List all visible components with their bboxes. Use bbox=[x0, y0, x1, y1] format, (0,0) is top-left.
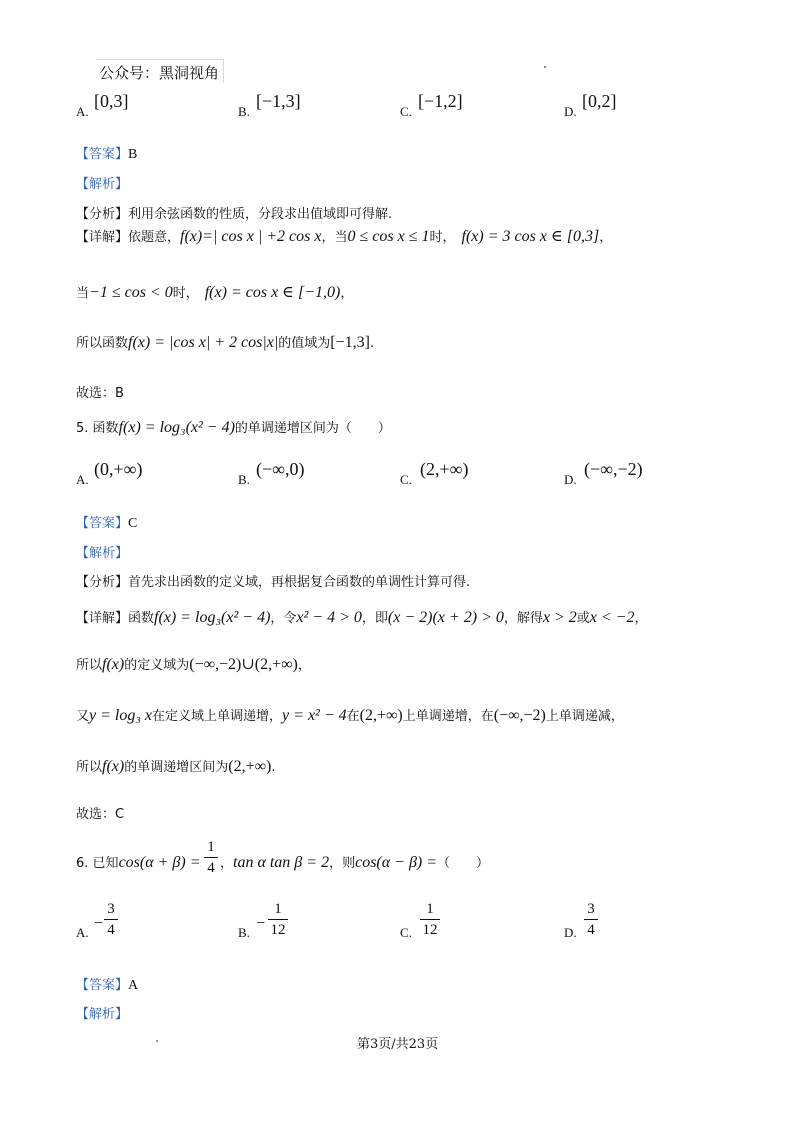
q4-choose: 故选：B bbox=[76, 386, 124, 401]
text: ， bbox=[340, 286, 354, 301]
text: 时， bbox=[172, 286, 199, 301]
q6-option-a-sign: − bbox=[94, 915, 104, 932]
fenxi-text: 利用余弦函数的性质，分段求出值域即可得解. bbox=[128, 207, 393, 222]
q5-option-b-value: (−∞,0) bbox=[256, 459, 305, 479]
text: ，令 bbox=[270, 611, 297, 626]
q6-option-a-letter: A. bbox=[76, 925, 89, 940]
text: . bbox=[369, 336, 375, 351]
text: 的单调递增区间为（ ） bbox=[234, 421, 391, 436]
q4-option-a-letter: A. bbox=[76, 104, 89, 119]
fraction-bar bbox=[584, 919, 598, 920]
q6-option-c-letter: C. bbox=[400, 925, 412, 940]
q5-option-d-value: (−∞,−2) bbox=[584, 459, 643, 479]
q5-detail-line-1 bbox=[76, 607, 647, 627]
text: 的值域为 bbox=[278, 336, 331, 351]
text: ， bbox=[599, 230, 613, 245]
q6-stem bbox=[76, 852, 201, 872]
fenxi-text: 首先求出函数的定义域，再根据复合函数的单调性计算可得. bbox=[128, 575, 471, 590]
formula: (2,+∞) bbox=[359, 707, 403, 724]
q4-option-b-value: [−1,3] bbox=[256, 91, 301, 111]
text: （ ） bbox=[437, 856, 490, 871]
formula: f(x) = 3 cos x ∈ [0,3] bbox=[461, 228, 600, 245]
q4-analysis-tag: 【解析】 bbox=[76, 177, 129, 192]
text: 在 bbox=[346, 709, 360, 724]
text: 上单调递减， bbox=[545, 709, 624, 724]
detail-tag: 【详解】 bbox=[76, 230, 129, 245]
q5-option-c-value: (2,+∞) bbox=[420, 459, 469, 479]
q5-choose: 故选：C bbox=[76, 807, 125, 822]
text: ，当 bbox=[321, 230, 348, 245]
answer-tag: 【答案】 bbox=[76, 147, 129, 162]
fraction-denominator: 4 bbox=[107, 922, 115, 938]
answer-value: C bbox=[128, 516, 138, 531]
text: 依题意， bbox=[128, 230, 181, 245]
q5-detail-line-3 bbox=[76, 705, 624, 725]
q5-analysis-tag: 【解析】 bbox=[76, 546, 129, 561]
formula: (x − 2)(x + 2) > 0 bbox=[387, 609, 504, 626]
fraction-denominator: 4 bbox=[587, 922, 595, 938]
formula: tan α tan β = 2 bbox=[233, 854, 330, 871]
q6-analysis-tag: 【解析】 bbox=[76, 1007, 129, 1022]
text: 所以 bbox=[76, 760, 103, 775]
fraction-numerator: 1 bbox=[426, 901, 434, 917]
q4-option-b-letter: B. bbox=[238, 104, 250, 119]
formula: −1 ≤ cos < 0 bbox=[89, 284, 173, 301]
fraction-bar bbox=[204, 857, 218, 858]
text: 的单调递增区间为 bbox=[124, 760, 229, 775]
formula: y = x² − 4 bbox=[282, 707, 347, 724]
text: 所以函数 bbox=[76, 336, 129, 351]
formula: f(x) = |cos x| + 2 cos|x| bbox=[128, 334, 279, 351]
formula: f(x) = cos x ∈ [−1,0) bbox=[204, 284, 341, 301]
dot-mark-bottom bbox=[156, 1040, 158, 1042]
question-number: 6. bbox=[76, 856, 89, 871]
q6-option-b-letter: B. bbox=[238, 925, 250, 940]
formula: f(x) = log₃(x² − 4) bbox=[154, 609, 271, 626]
fraction-bar bbox=[104, 919, 118, 920]
q5-answer-line bbox=[76, 512, 137, 532]
fenxi-tag: 【分析】 bbox=[76, 575, 129, 590]
answer-tag: 【答案】 bbox=[76, 978, 129, 993]
q4-detail-line-1 bbox=[76, 226, 612, 246]
formula: 0 ≤ cos x ≤ 1 bbox=[347, 228, 430, 245]
q6-option-b-sign: − bbox=[256, 915, 266, 932]
q4-fenxi-line bbox=[76, 203, 392, 222]
formula: y = log₃ x bbox=[89, 707, 153, 724]
page-footer: 第3页/共23页 bbox=[357, 1037, 439, 1052]
formula: x > 2 bbox=[542, 609, 577, 626]
formula: (−∞,−2) bbox=[493, 707, 546, 724]
q6-option-d-fraction bbox=[584, 900, 598, 939]
fraction-numerator: 3 bbox=[587, 901, 595, 917]
formula: f(x)=| cos x | +2 cos x bbox=[180, 228, 322, 245]
q4-option-a-value: [0,3] bbox=[94, 91, 129, 111]
q4-option-c-letter: C. bbox=[400, 104, 412, 119]
text: 函数 bbox=[92, 421, 119, 436]
fraction-bar bbox=[268, 919, 288, 920]
text: 当 bbox=[76, 286, 90, 301]
text: ， bbox=[297, 658, 311, 673]
fraction-denominator: 4 bbox=[207, 860, 215, 876]
text: 的定义域为 bbox=[124, 658, 190, 673]
q4-option-d-letter: D. bbox=[564, 104, 577, 119]
formula: x < −2 bbox=[589, 609, 635, 626]
answer-value: B bbox=[128, 147, 138, 162]
formula: cos(α − β) = bbox=[355, 854, 438, 871]
text: ，即 bbox=[361, 611, 388, 626]
text: ， bbox=[220, 856, 234, 871]
dot-mark bbox=[544, 66, 546, 68]
q6-stem-fraction bbox=[204, 838, 218, 877]
q6-option-a-fraction bbox=[104, 900, 118, 939]
q6-option-d-letter: D. bbox=[564, 925, 577, 940]
formula: f(x) bbox=[102, 758, 125, 775]
q5-option-c-letter: C. bbox=[400, 472, 412, 487]
q5-option-a-letter: A. bbox=[76, 472, 89, 487]
text: ， bbox=[634, 611, 648, 626]
text: ，则 bbox=[329, 856, 356, 871]
q4-option-c-value: [−1,2] bbox=[418, 91, 463, 111]
formula: f(x) = log₃(x² − 4) bbox=[118, 419, 235, 436]
q6-answer-line bbox=[76, 974, 138, 994]
formula: (2,+∞) bbox=[228, 758, 272, 775]
fraction-denominator: 12 bbox=[422, 922, 438, 938]
text: 时， bbox=[429, 230, 456, 245]
question-number: 5. bbox=[76, 421, 89, 436]
q5-stem bbox=[76, 417, 391, 437]
formula: x² − 4 > 0 bbox=[296, 609, 362, 626]
fraction-denominator: 12 bbox=[270, 922, 286, 938]
text: . bbox=[271, 760, 276, 775]
answer-value: A bbox=[128, 978, 139, 993]
formula: cos(α + β) = bbox=[118, 854, 201, 871]
q5-option-d-letter: D. bbox=[564, 472, 577, 487]
text: ，解得 bbox=[503, 611, 543, 626]
fraction-bar bbox=[420, 919, 440, 920]
q5-fenxi-line bbox=[76, 571, 470, 590]
watermark-text: 公众号：黑洞视角 bbox=[97, 59, 224, 83]
q5-detail-line-2 bbox=[76, 654, 311, 674]
text: 所以 bbox=[76, 658, 103, 673]
text: 上单调递增，在 bbox=[402, 709, 494, 724]
fraction-numerator: 3 bbox=[107, 901, 115, 917]
detail-tag: 【详解】 bbox=[76, 611, 129, 626]
q4-detail-line-3 bbox=[76, 332, 374, 352]
q5-option-b-letter: B. bbox=[238, 472, 250, 487]
answer-tag: 【答案】 bbox=[76, 516, 129, 531]
fenxi-tag: 【分析】 bbox=[76, 207, 129, 222]
fraction-numerator: 1 bbox=[207, 839, 215, 855]
text: 已知 bbox=[92, 856, 119, 871]
formula: [−1,3] bbox=[330, 334, 370, 351]
text: 在定义域上单调递增， bbox=[152, 709, 283, 724]
q6-option-c-fraction bbox=[420, 900, 440, 939]
text: 或 bbox=[576, 611, 590, 626]
fraction-numerator: 1 bbox=[274, 901, 282, 917]
q4-option-d-value: [0,2] bbox=[582, 91, 617, 111]
text: 又 bbox=[76, 709, 90, 724]
q4-detail-line-2 bbox=[76, 282, 353, 302]
q6-option-b-fraction bbox=[268, 900, 288, 939]
q5-option-a-value: (0,+∞) bbox=[94, 459, 143, 479]
text: 函数 bbox=[128, 611, 155, 626]
formula: (−∞,−2)∪(2,+∞) bbox=[189, 656, 298, 673]
q4-answer-line bbox=[76, 143, 137, 163]
q5-detail-line-4 bbox=[76, 756, 275, 776]
q6-stem-rest bbox=[220, 852, 489, 872]
formula: f(x) bbox=[102, 656, 125, 673]
